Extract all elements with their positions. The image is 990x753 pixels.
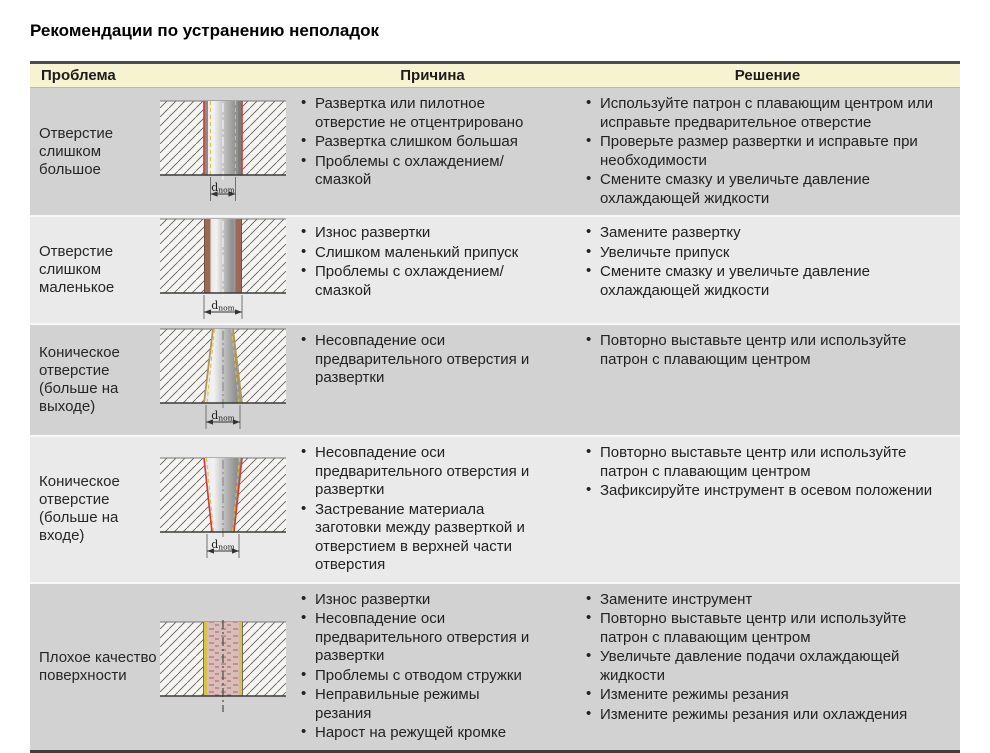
problem-label: Отверстие слишком большое (39, 124, 114, 178)
problem-label: Плохое качество поверхности (39, 648, 157, 684)
cause-cell (290, 325, 575, 435)
page-title: Рекомендации по устранению неполадок (30, 21, 380, 41)
solution-item: • Замените инструмент (585, 591, 934, 610)
solution-list (585, 591, 934, 725)
svg-text:dnom: dnom (211, 299, 235, 313)
cause-item: • Развертка или пилотное отверстие не отцентрировано (300, 95, 539, 132)
cause-cell (290, 437, 575, 582)
solution-list (585, 332, 934, 369)
table-body (30, 88, 960, 753)
solution-cell (575, 437, 960, 582)
cause-list (300, 332, 539, 388)
table-row (30, 215, 960, 323)
problem-label: Коническое отверстие (больше на входе) (39, 473, 120, 545)
solution-item: • Повторно выставьте центр или используйте патрон с плавающим центром (585, 332, 934, 369)
cause-cell (290, 584, 575, 750)
table-header-row (30, 61, 960, 88)
table-row (30, 323, 960, 435)
bore-diagram (160, 217, 286, 323)
cause-cell (290, 217, 575, 323)
solution-cell (575, 584, 960, 750)
solution-list (585, 444, 934, 501)
problem-label: Коническое отверстие (больше на выходе) (39, 344, 120, 415)
cause-item: • Слишком маленький припуск (300, 244, 539, 263)
cause-item: • Износ развертки (300, 224, 539, 243)
cause-item: • Нарост на режущей кромке (300, 724, 539, 743)
troubleshooting-table (30, 61, 960, 753)
solution-item: • Используйте патрон с плавающим центром или исправьте предварительное отверстие (585, 95, 934, 132)
bore-diagram (160, 620, 286, 714)
problem-cell (30, 217, 290, 323)
solution-item: • Замените развертку (585, 224, 934, 243)
bore-diagram-svg (160, 99, 286, 205)
table-row (30, 435, 960, 582)
header-solution: Решение (734, 67, 801, 84)
bore-diagram (160, 327, 286, 433)
cause-item: • Развертка слишком большая (300, 133, 539, 152)
cause-item: • Несовпадение оси предварительного отверстия и развертки (300, 610, 539, 666)
solution-item: • Увеличьте давление подачи охлаждающей жидкости (585, 648, 934, 685)
problem-cell (30, 584, 290, 750)
bore-diagram-svg (160, 327, 286, 433)
bore-diagram (160, 99, 286, 205)
solution-cell (575, 217, 960, 323)
solution-item: • Проверьте размер развертки и исправьте при необходимости (585, 133, 934, 170)
solution-item: • Повторно выставьте центр или используйте патрон с плавающим центром (585, 610, 934, 647)
cause-item: • Проблемы с охлаждением/смазкой (300, 263, 539, 300)
problem-label: Отверстие слишком маленькое (39, 243, 115, 296)
header-problem: Проблема (41, 67, 116, 84)
bore-diagram (160, 456, 286, 562)
solution-cell (575, 325, 960, 435)
solution-item: • Повторно выставьте центр или используйте патрон с плавающим центром (585, 444, 934, 481)
problem-cell (30, 437, 290, 582)
svg-text:dnom: dnom (211, 538, 235, 552)
table-row (30, 88, 960, 215)
bore-diagram-svg (160, 456, 286, 562)
cause-item: • Проблемы с отводом стружки (300, 667, 539, 686)
cause-item: • Застревание материала заготовки между разверткой и отверстием в верхней части отверстия (300, 501, 539, 575)
solution-item: • Смените смазку и увеличьте давление охлаждающей жидкости (585, 171, 934, 208)
svg-text:dnom: dnom (211, 180, 235, 194)
solution-list (585, 95, 934, 208)
cause-item: • Несовпадение оси предварительного отверстия и развертки (300, 332, 539, 388)
cause-item: • Несовпадение оси предварительного отверстия и развертки (300, 444, 539, 500)
solution-list (585, 224, 934, 300)
svg-text:dnom: dnom (211, 409, 235, 423)
solution-item: • Зафиксируйте инструмент в осевом положении (585, 482, 934, 501)
solution-item: • Измените режимы резания или охлаждения (585, 706, 934, 725)
bore-diagram-svg (160, 217, 286, 323)
cause-list (300, 224, 539, 300)
bore-diagram-svg (160, 620, 286, 714)
solution-item: • Увеличьте припуск (585, 244, 934, 263)
cause-item: • Неправильные режимы резания (300, 686, 539, 723)
cause-item: • Износ развертки (300, 591, 539, 610)
cause-cell (290, 88, 575, 215)
solution-item: • Измените режимы резания (585, 686, 934, 705)
header-cause: Причина (400, 67, 465, 84)
cause-item: • Проблемы с охлаждением/смазкой (300, 153, 539, 190)
cause-list (300, 95, 539, 190)
cause-list (300, 591, 539, 743)
table-row (30, 582, 960, 750)
solution-item: • Смените смазку и увеличьте давление охлаждающей жидкости (585, 263, 934, 300)
solution-cell (575, 88, 960, 215)
problem-cell (30, 88, 290, 215)
cause-list (300, 444, 539, 575)
problem-cell (30, 325, 290, 435)
